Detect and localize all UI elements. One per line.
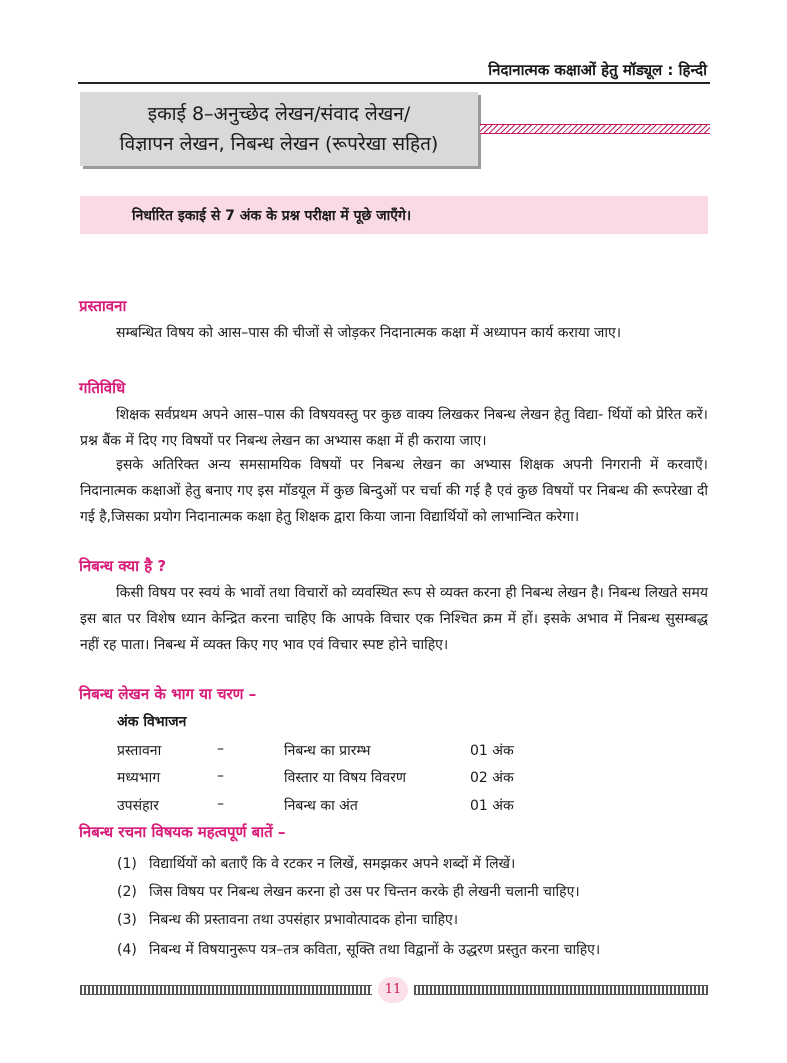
list-item-number: (3) [117,912,137,928]
row-part: प्रस्तावना [117,743,162,759]
activity-text-1: शिक्षक सर्वप्रथम अपने आस–पास की विषयवस्तु पर कुछ वाक्य लिखकर निबन्ध लेखन हेतु विद्या- र्थियों को प्रेरित करें। प्रश्न बैंक में दिए गए विषयों पर निबन्ध लेखन का अभ्यास कक्षा में ही कराया जाए। [80,407,708,449]
marks-notice-text: निर्धारित इकाई से 7 अंक के प्रश्न परीक्षा में पूछे जाएँगे। [132,207,412,224]
footer-rule-right [414,985,708,995]
row-marks: 01 अंक [470,798,514,814]
row-marks: 01 अंक [470,743,514,759]
what-is-essay-paragraph [80,580,708,658]
what-is-essay-text: किसी विषय पर स्वयं के भावों तथा विचारों को व्यवस्थित रूप से व्यक्त करना ही निबन्ध लेखन है। निबन्ध लिखते समय इस बात पर विशेष ध्यान केन्द्रित करना चाहिए कि आपके विचार एक निश्चित क्रम में हों। इसके अभाव में निबन्ध सुसम्बद्ध नहीं रह पाता। निबन्ध में व्यक्त किए गए भाव एवं विचार स्पष्ट होने चाहिए। [80,585,708,653]
list-item [117,940,717,966]
title-decoration [480,124,710,134]
marks-row [117,768,537,794]
marks-row [117,796,537,822]
row-part: मध्यभाग [117,770,161,786]
row-desc: निबन्ध का अंत [284,798,358,814]
row-dash: – [217,768,224,784]
heading-important-points: निबन्ध रचना विषयक महत्वपूर्ण बातें – [79,823,286,841]
marks-row [117,741,537,767]
list-item-text: जिस विषय पर निबन्ध लेखन करना हो उस पर चिन्तन करके ही लेखनी चलानी चाहिए। [149,884,580,900]
heading-activity: गतिविधि [79,379,126,397]
intro-paragraph [80,320,708,346]
intro-text: सम्बन्धित विषय को आस–पास की चीजों से जोड़कर निदानात्मक कक्षा में अध्यापन कार्य कराया जाए। [116,325,622,341]
list-item [117,910,717,936]
unit-title-box [80,92,478,166]
list-item [117,854,717,880]
row-part: उपसंहार [117,798,159,814]
heading-intro: प्रस्तावना [79,297,127,315]
list-item-number: (2) [117,884,137,900]
list-item-text: निबन्ध में विषयानुरूप यत्र–तत्र कविता, सूक्ति तथा विद्वानों के उद्धरण प्रस्तुत करना चाहिए। [149,942,601,958]
unit-title-line-2: विज्ञापन लेखन, निबन्ध लेखन (रूपरेखा सहित) [119,133,439,155]
list-item-number: (1) [117,856,137,872]
page-number: 11 [378,977,408,1003]
heading-what-is-essay: निबन्ध क्या है ? [79,557,167,575]
list-item-text: निबन्ध की प्रस्तावना तथा उपसंहार प्रभावोत्पादक होना चाहिए। [149,912,459,928]
row-marks: 02 अंक [470,770,514,786]
row-desc: विस्तार या विषय विवरण [284,770,406,786]
header-rule [78,82,710,84]
running-header: निदानात्मक कक्षाओं हेतु मॉड्यूल : हिन्दी [488,61,707,79]
row-desc: निबन्ध का प्रारम्भ [284,743,371,759]
footer-rule-left [80,985,372,995]
list-item-text: विद्यार्थियों को बताएँ कि वे रटकर न लिखें, समझकर अपने शब्दों में लिखें। [149,856,516,872]
row-dash: – [217,741,224,757]
activity-text-2: इसके अतिरिक्त अन्य समसामयिक विषयों पर निबन्ध लेखन का अभ्यास शिक्षक अपनी निगरानी में करवाएँ। निदानात्मक कक्षाओं हेतु बनाए गए इस मॉडयूल में कुछ बिन्दुओं पर चर्चा की गई है एवं कुछ विषयों पर निबन्ध की रूपरेखा दी गई है,जिसका प्रयोग निदानात्मक कक्षा हेतु शिक्षक द्वारा किया जाना विद्यार्थियों को लाभान्वित करेगा। [80,457,708,525]
heading-essay-parts: निबन्ध लेखन के भाग या चरण – [79,685,257,703]
unit-title-line-1: इकाई 8–अनुच्छेद लेखन/संवाद लेखन/ [147,103,411,125]
list-item [117,882,717,908]
activity-paragraph-2 [80,452,708,530]
list-item-number: (4) [117,942,137,958]
marks-table-title: अंक विभाजन [117,714,187,730]
row-dash: – [217,796,224,812]
marks-notice [80,196,708,234]
activity-paragraph-1 [80,402,708,454]
